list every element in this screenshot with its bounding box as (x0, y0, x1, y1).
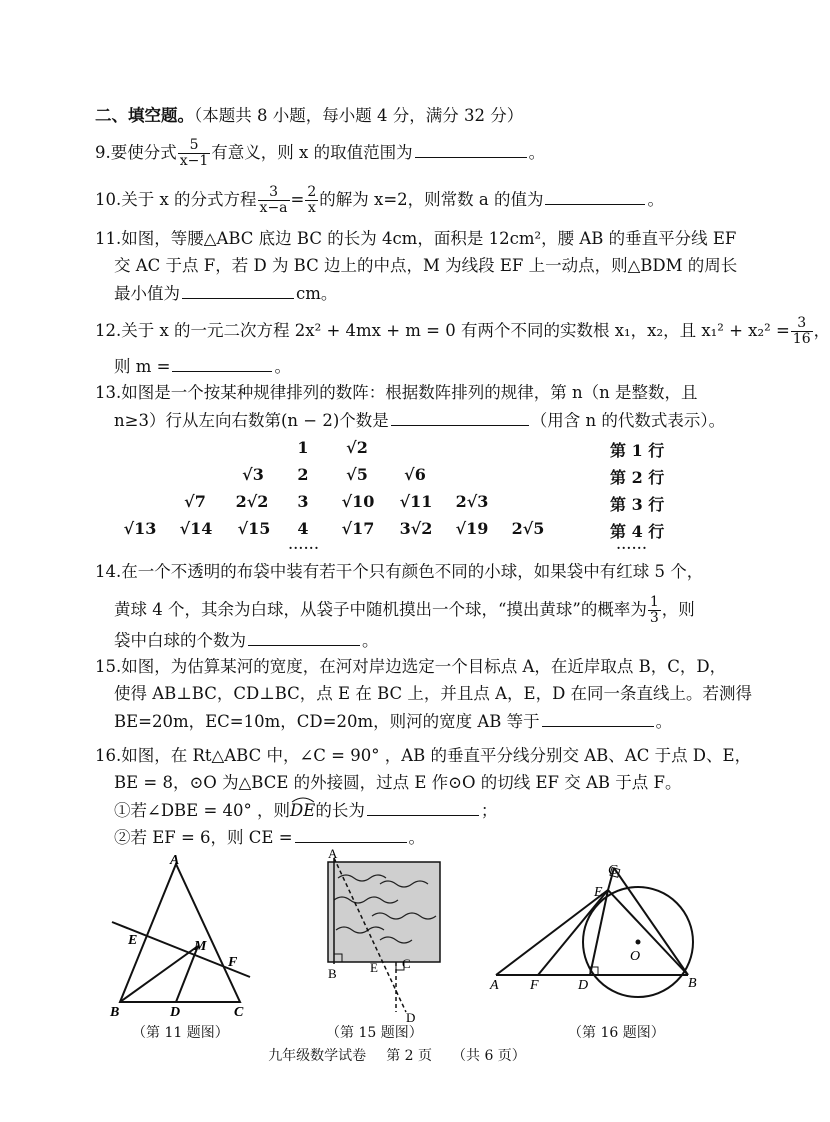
array-cell: √6 (404, 465, 426, 484)
question-14-line-1 (95, 561, 703, 583)
q10-f1-den: x−a (259, 200, 288, 216)
q11-answer-blank[interactable] (182, 282, 294, 299)
q9-text: 要使分式 (110, 143, 177, 162)
figure-11 (100, 852, 290, 1022)
section-header (95, 105, 523, 127)
array-cell: √11 (399, 492, 433, 511)
array-cell: 4 (297, 519, 309, 538)
q12-text: 关于 x 的一元二次方程 2x² + 4mx + m = 0 有两个不同的实数根 x₁，x₂，且 x₁² + x₂² = (121, 321, 790, 340)
q16-number: 16. (95, 746, 122, 765)
q14-text-2: 黄球 4 个，其余为白球，从袋子中随机摸出一个球，“摸出黄球”的概率为 (114, 600, 647, 619)
q15-number: 15. (95, 657, 122, 676)
array-cell: 2√2 (235, 492, 269, 511)
q14-text-1: 在一个不透明的布袋中装有若干个只有颜色不同的小球，如果袋中有红球 5 个， (121, 562, 704, 581)
q14-answer-blank[interactable] (248, 629, 360, 646)
q11-text-3: 最小值为 (114, 284, 180, 303)
q10-text: 关于 x 的分式方程 (121, 190, 257, 209)
q9-answer-blank[interactable] (415, 141, 527, 158)
q9-frac-den: x−1 (179, 153, 209, 169)
q14-frac-num: 1 (649, 594, 659, 610)
q9-frac-num: 5 (178, 138, 211, 154)
array-cell: 1 (297, 438, 309, 457)
array-cell: √10 (341, 492, 375, 511)
q16-sub1-text-2: 的长为 (315, 801, 365, 820)
figure-16-caption: （第 16 题图） (568, 1025, 665, 1041)
q12-frac-den: 16 (792, 331, 811, 347)
question-11-line-3 (114, 282, 337, 305)
q11-text-2: 交 AC 于点 F，若 D 为 BC 边上的中点，M 为线段 EF 上一动点，则△BDM 的周长 (114, 256, 738, 275)
q16-sub1-text: ①若∠DBE = 40° ，则 (114, 801, 291, 820)
label-e: E (594, 885, 603, 900)
q12-answer-blank[interactable] (172, 355, 272, 372)
q10-end: 。 (647, 190, 664, 209)
figure-16 (480, 856, 720, 1012)
q16-answer-blank-2[interactable] (295, 826, 407, 843)
label-o: O (630, 949, 641, 964)
array-row-label: 第 3 行 (610, 495, 665, 514)
q14-end: 。 (362, 631, 379, 650)
label-d: D (406, 1010, 416, 1025)
question-16-line-1 (95, 745, 751, 767)
q16-text-1: 如图，在 Rt△ABC 中，∠C = 90° ，AB 的垂直平分线分别交 AB、AC 于点 D、E， (121, 746, 752, 765)
label-c: C (234, 1005, 244, 1020)
question-14-line-3 (114, 629, 379, 652)
q10-number: 10. (95, 190, 122, 209)
q16-sub1-end: ； (480, 801, 498, 820)
q10-text-post: 的解为 x=2，则常数 a 的值为 (319, 190, 544, 209)
q10-answer-blank[interactable] (545, 188, 645, 205)
question-13-line-2 (114, 409, 725, 432)
line-ae (496, 890, 608, 975)
q15-answer-blank[interactable] (542, 710, 654, 727)
q15-text-1: 如图，为估算某河的宽度，在河对岸边选定一个目标点 A，在近岸取点 B，C，D， (121, 657, 727, 676)
label-e: E (370, 960, 378, 975)
section-note: （本题共 8 小题，每小题 4 分，满分 32 分） (194, 106, 524, 125)
q13-number: 13. (95, 383, 122, 402)
label-e: E (128, 933, 138, 948)
q13-answer-blank[interactable] (391, 409, 529, 426)
question-11-line-1 (95, 228, 736, 250)
array-cell: √17 (341, 519, 375, 538)
q12-end: 。 (274, 357, 291, 376)
q11-number: 11. (95, 229, 122, 248)
label-c: C (402, 956, 411, 971)
q13-text-1: 如图是一个按某种规律排列的数阵：根据数阵排列的规律，第 n（n 是整数，且 (121, 383, 698, 402)
array-cell: √3 (242, 465, 264, 484)
question-12 (95, 316, 830, 347)
q10-f2-num: 2 (307, 184, 317, 200)
q10-fraction-2 (305, 185, 318, 216)
array-cell: 3 (297, 492, 309, 511)
footer-page: 第 2 页 (386, 1048, 432, 1064)
array-cell: √7 (184, 492, 206, 511)
array-cell: √15 (237, 519, 271, 538)
q16-arc-de (290, 801, 315, 820)
array-cell: √2 (346, 438, 368, 457)
q14-frac-den: 3 (649, 610, 659, 626)
q10-equals: = (290, 190, 305, 209)
q11-text-1: 如图，等腰△ABC 底边 BC 的长为 4cm，面积是 12cm²，腰 AB 的垂直平分线 EF (121, 229, 737, 248)
label-b: B (328, 966, 337, 981)
q16-arc-label: DE (290, 801, 316, 820)
question-16-sub-1 (114, 799, 497, 822)
arc-symbol-icon (290, 795, 316, 803)
q13-text-3: （用含 n 的代数式表示）。 (530, 411, 726, 430)
label-b: B (688, 976, 697, 991)
array-cell: 2√3 (455, 492, 489, 511)
array-cell: 2 (297, 465, 309, 484)
array-dots: ...... (288, 538, 320, 552)
array-cell: √14 (179, 519, 213, 538)
q10-f1-num: 3 (258, 185, 290, 201)
q15-text-3: BE=20m，EC=10m，CD=20m，则河的宽度 AB 等于 (114, 712, 540, 731)
q16-sub2-end: 。 (408, 828, 426, 847)
label-a: A (170, 853, 180, 868)
q12-frac-num: 3 (791, 316, 813, 332)
array-row-label: 第 4 行 (610, 522, 665, 541)
question-10 (95, 185, 664, 216)
line-cb (614, 868, 688, 975)
label-a: A (490, 978, 499, 993)
q14-fraction (648, 595, 661, 626)
array-cell: 3√2 (399, 519, 433, 538)
q12-text-2: 则 m = (114, 357, 171, 376)
array-cell: √13 (123, 519, 157, 538)
footer-total: （共 6 页） (452, 1048, 526, 1064)
label-m: M (194, 939, 207, 954)
q9-number: 9. (95, 143, 111, 162)
q9-text-post: 有意义，则 x 的取值范围为 (211, 143, 413, 162)
question-13-line-1 (95, 382, 698, 404)
label-d: D (170, 1005, 181, 1020)
q11-unit: cm。 (296, 284, 338, 303)
label-f: F (228, 955, 238, 970)
q10-fraction-1 (258, 185, 290, 216)
label-d: D (578, 978, 589, 993)
center-point-o (636, 940, 641, 945)
q12-comma: ， (813, 321, 830, 340)
page-footer (0, 1045, 794, 1065)
figure-15-caption: （第 15 题图） (326, 1025, 423, 1041)
q15-end: 。 (655, 712, 673, 731)
q16-answer-blank-1[interactable] (367, 799, 479, 816)
label-a: A (328, 846, 338, 861)
q16-text-2: BE = 8，⊙O 为△BCE 的外接圆，过点 E 作⊙O 的切线 EF 交 AB 于点 F。 (114, 773, 682, 792)
q13-text-2: n≥3）行从左向右数第(n − 2)个数是 (114, 411, 389, 430)
q16-sub2-text: ②若 EF = 6，则 CE = (114, 828, 293, 847)
label-f: F (530, 978, 539, 993)
section-title: 二、填空题。 (95, 106, 194, 125)
array-row-label: 第 2 行 (610, 468, 665, 487)
q12-fraction (791, 316, 813, 347)
array-cell: √5 (346, 465, 368, 484)
array-row-label: 第 1 行 (610, 441, 665, 460)
question-9 (95, 138, 545, 169)
array-cell: √19 (455, 519, 489, 538)
q10-f2-den: x (307, 200, 316, 216)
array-dots: ...... (616, 538, 648, 552)
line-ef (538, 890, 608, 975)
question-14-line-2 (114, 595, 695, 626)
question-12-line-2 (114, 355, 291, 378)
q14-text-3: ，则 (661, 600, 695, 619)
q14-number: 14. (95, 562, 122, 581)
array-cell: 2√5 (511, 519, 545, 538)
q12-number: 12. (95, 321, 122, 340)
q14-text-4: 袋中白球的个数为 (114, 631, 246, 650)
figure-15 (310, 844, 450, 1024)
label-b: B (110, 1005, 120, 1020)
question-15-line-1 (95, 656, 726, 678)
q15-text-2: 使得 AB⊥BC，CD⊥BC，点 E 在 BC 上，并且点 A，E，D 在同一条直线上。若测得 (114, 684, 753, 703)
label-c: C (608, 863, 618, 878)
q9-end: 。 (528, 143, 546, 162)
q9-fraction (178, 138, 211, 169)
question-15-line-3 (114, 710, 672, 733)
figure-11-caption: （第 11 题图） (132, 1025, 229, 1041)
footer-title: 九年级数学试卷 (268, 1048, 367, 1064)
